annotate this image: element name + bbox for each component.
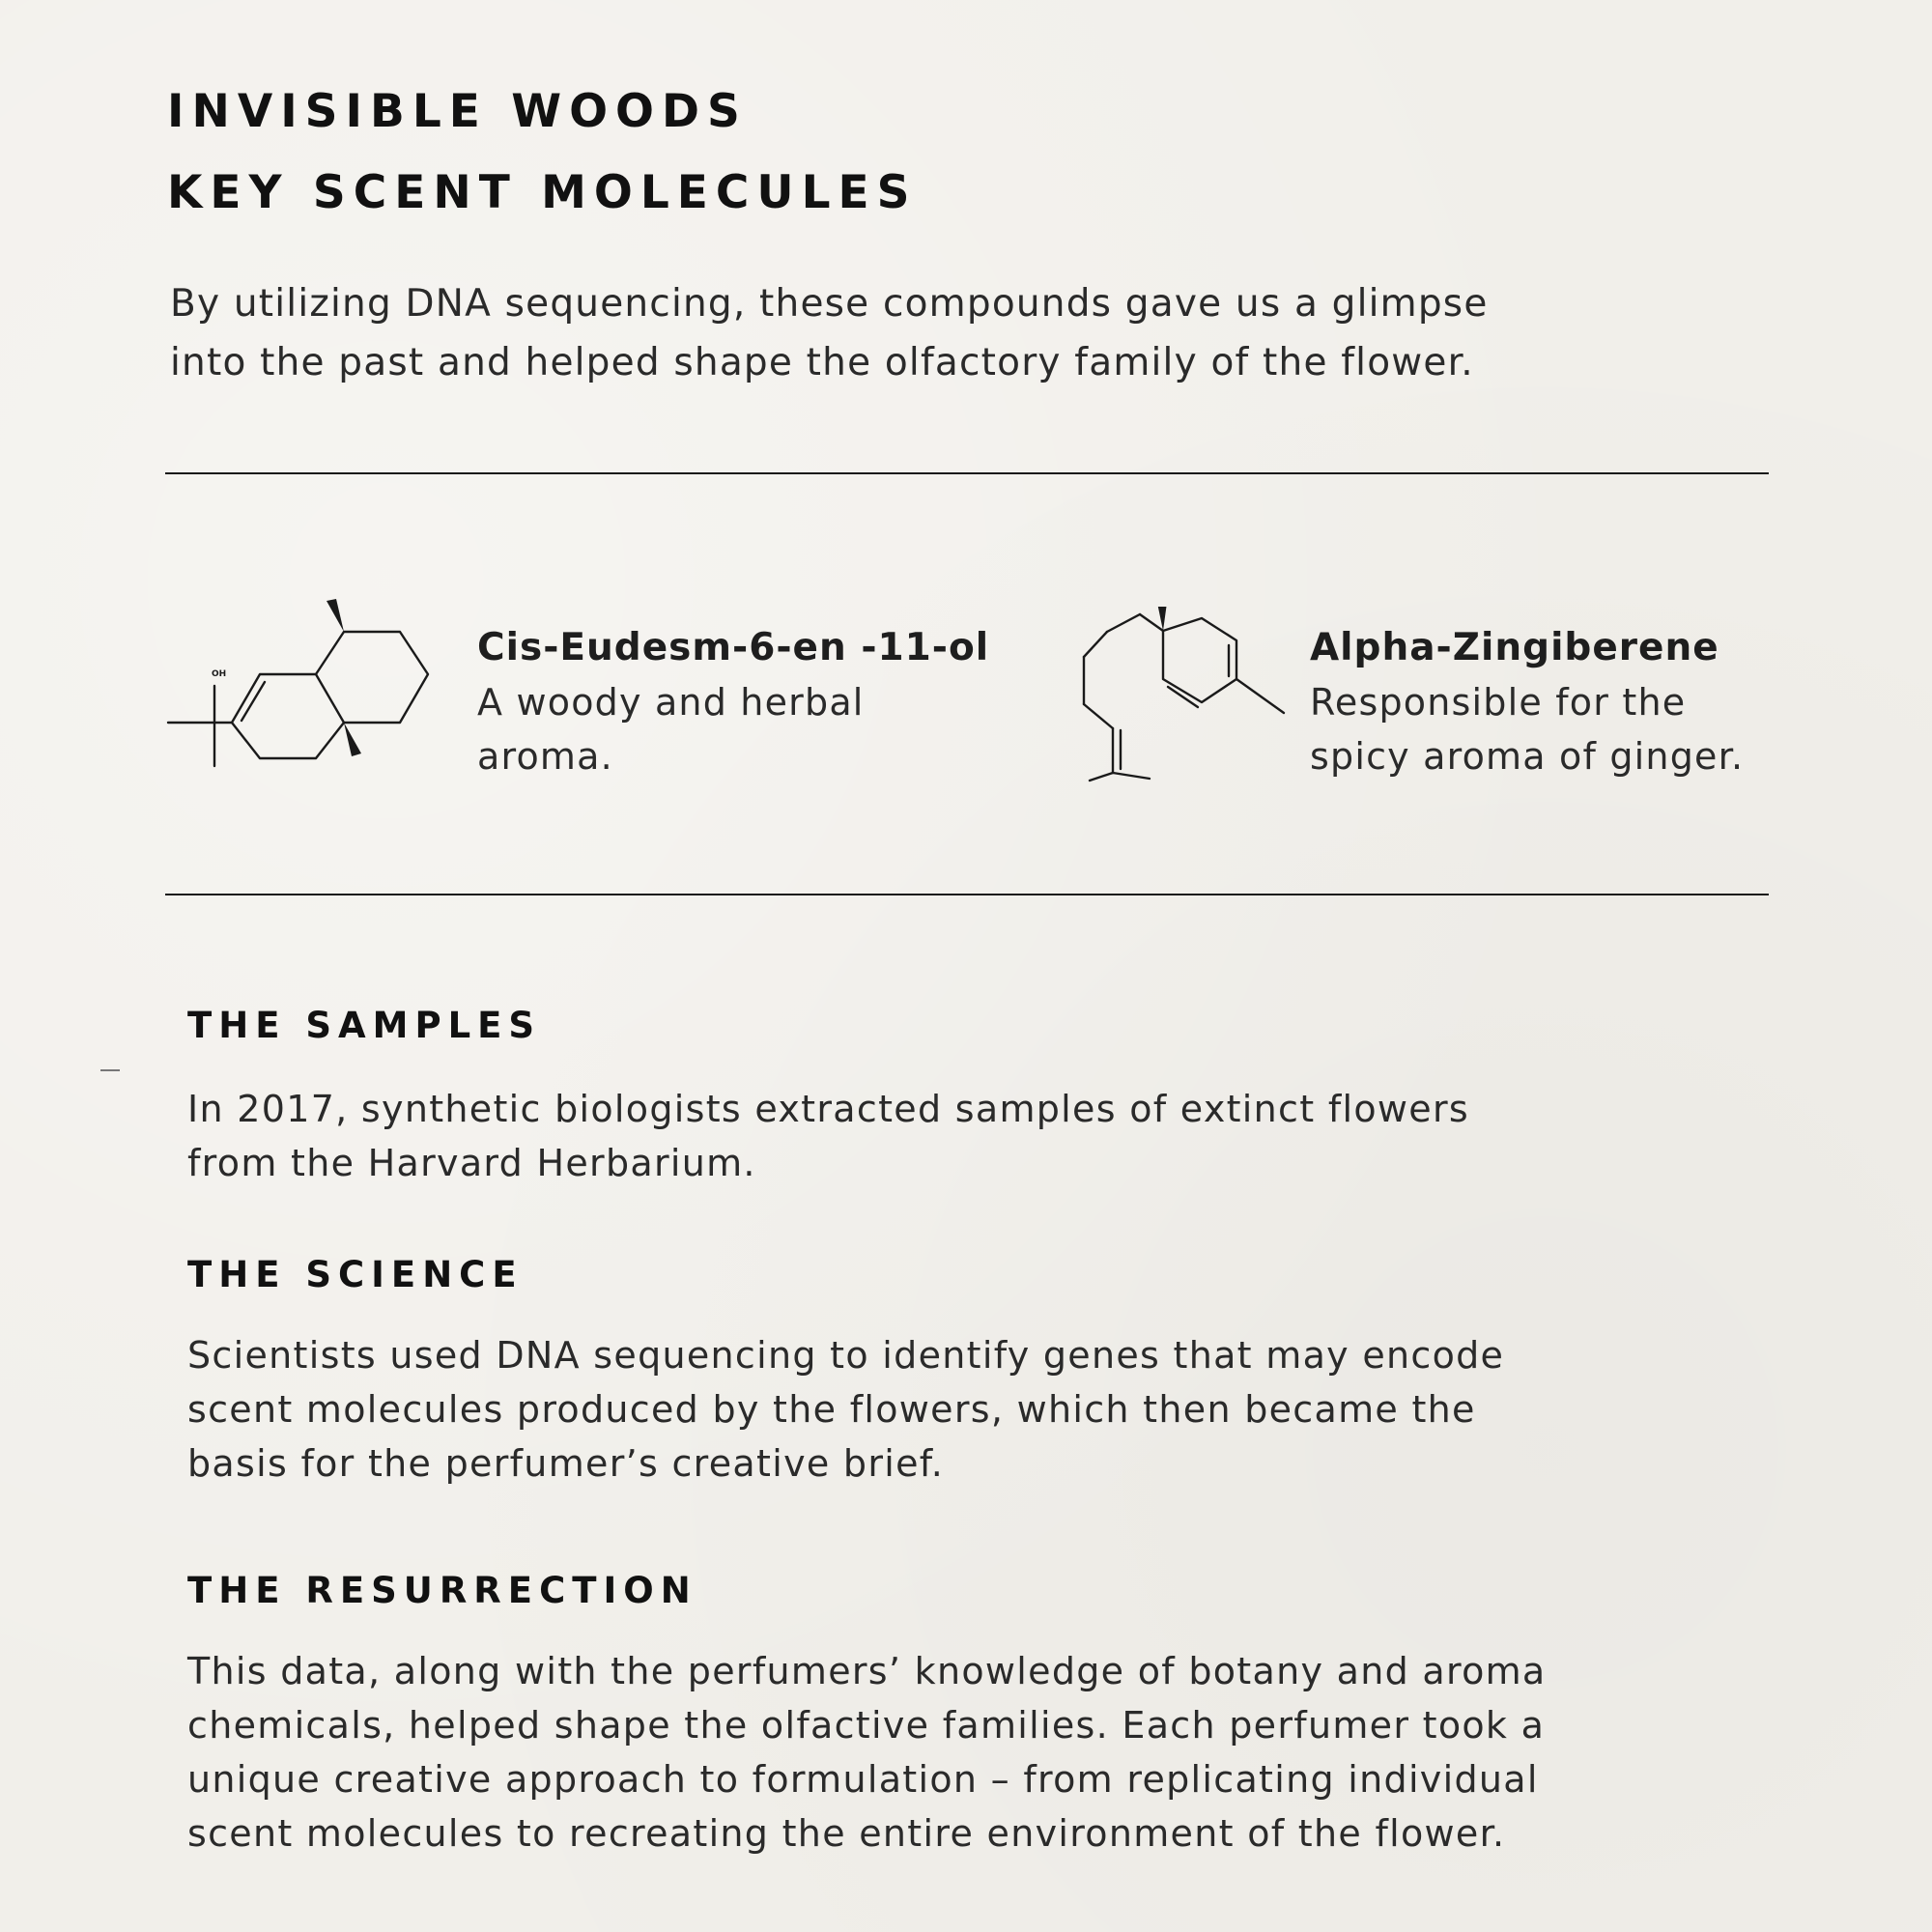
divider-bottom — [165, 894, 1769, 895]
molecule-description: A woody and herbal — [477, 681, 865, 724]
intro-line: into the past and helped shape the olfactory family of the flower. — [170, 341, 1474, 384]
body-line: unique creative approach to formulation – from replicating individual — [187, 1758, 1539, 1801]
section-heading-samples: THE SAMPLES — [187, 1005, 542, 1046]
intro-paragraph — [170, 274, 1677, 392]
page-title: INVISIBLE WOODS — [167, 85, 748, 138]
body-line: chemicals, helped shape the olfactive families. Each perfumer took a — [187, 1704, 1546, 1747]
page-subtitle: KEY SCENT MOLECULES — [167, 166, 918, 219]
hydroxyl-label: OH — [212, 669, 227, 679]
section-heading-science: THE SCIENCE — [187, 1254, 524, 1295]
intro-line: By utilizing DNA sequencing, these compounds gave us a glimpse — [170, 282, 1489, 326]
molecule-description: spicy aroma of ginger. — [1310, 735, 1745, 778]
body-line: scent molecules produced by the flowers, which then became the — [187, 1388, 1476, 1431]
section-body-samples — [187, 1082, 1469, 1190]
molecule-description: Responsible for the — [1310, 681, 1687, 724]
molecule-description: aroma. — [477, 735, 613, 778]
body-line: This data, along with the perfumers’ knowledge of botany and aroma — [187, 1650, 1547, 1692]
body-line: In 2017, synthetic biologists extracted samples of extinct flowers — [187, 1088, 1469, 1130]
molecule-name: Alpha-Zingiberene — [1310, 626, 1719, 669]
alpha-zingiberene-structure-icon — [1076, 607, 1298, 785]
section-body-science — [187, 1328, 1504, 1491]
body-line: Scientists used DNA sequencing to identify genes that may encode — [187, 1334, 1505, 1377]
section-body-resurrection — [187, 1644, 1547, 1861]
paper-mark — [100, 1069, 120, 1071]
section-heading-resurrection: THE RESURRECTION — [187, 1570, 697, 1611]
divider-top — [165, 472, 1769, 474]
body-line: basis for the perfumer’s creative brief. — [187, 1442, 945, 1485]
molecule-name: Cis-Eudesm-6-en -11-ol — [477, 626, 990, 669]
body-line: from the Harvard Herbarium. — [187, 1142, 756, 1184]
molecule-card-cis-eudesm — [477, 621, 989, 783]
cis-eudesm-structure-icon — [162, 587, 442, 781]
body-line: scent molecules to recreating the entire environment of the flower. — [187, 1812, 1506, 1855]
molecule-card-alpha-zingiberene — [1310, 621, 1744, 783]
